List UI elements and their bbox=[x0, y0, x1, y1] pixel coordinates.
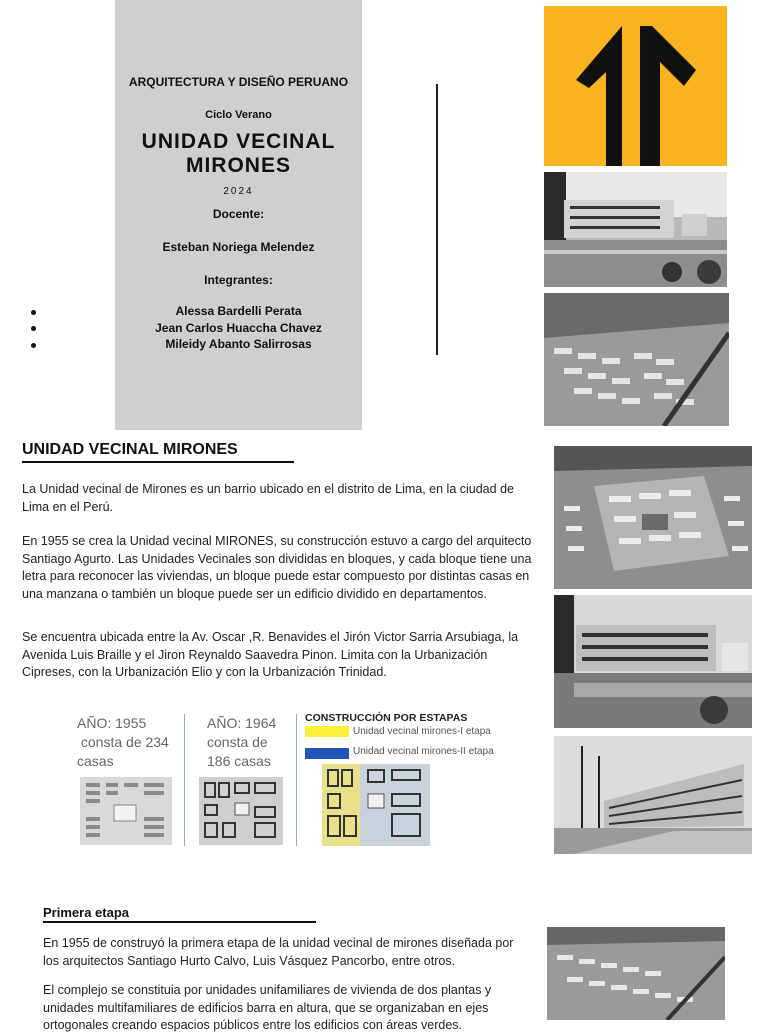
cycle-label: Ciclo Verano bbox=[205, 109, 272, 121]
stat-count: consta de 234 bbox=[77, 734, 169, 750]
photo-aerial-3 bbox=[547, 927, 725, 1020]
cover-panel bbox=[115, 0, 362, 430]
stat-unit: 186 casas bbox=[207, 753, 271, 769]
logo bbox=[544, 6, 727, 166]
stat-1955 bbox=[77, 714, 169, 771]
legend-label: Unidad vecinal mirones-II etapa bbox=[353, 746, 494, 757]
legend-swatch-etapa-1 bbox=[305, 726, 349, 737]
legend-label: Unidad vecinal mirones-I etapa bbox=[353, 726, 491, 737]
stat-unit: casas bbox=[77, 753, 114, 769]
member-item: Mileidy Abanto Salirrosas bbox=[165, 337, 312, 351]
section-title: UNIDAD VECINAL MIRONES bbox=[22, 441, 238, 458]
stat-count: consta de bbox=[207, 734, 268, 750]
paragraph: En 1955 se crea la Unidad vecinal MIRONES, su construcción estuvo a cargo del arquitecto Santiago Agurto. Las Unidades Vecinales son divididas en bloques, y cada bloque tiene una letra para reconocer las viviendas, un bloque puede estar compuesto por distintas casas en una manzana o también un bloque puede ser un edificio dividido en departamentos. bbox=[22, 534, 532, 601]
legend-swatch-etapa-2 bbox=[305, 748, 349, 759]
bullet-marker bbox=[31, 343, 36, 348]
double-arrow-up-icon bbox=[544, 6, 727, 166]
cover-title-line2: MIRONES bbox=[185, 154, 291, 177]
title-underline bbox=[22, 461, 294, 463]
etapas-title: CONSTRUCCIÓN POR ESTAPAS bbox=[305, 712, 468, 724]
paragraph: Se encuentra ubicada entre la Av. Oscar ,R. Benavides el Jirón Victor Sarria Arsubiaga, la Avenida Luis Braille y el Jiron Reynaldo Saavedra Pinon. Limita con la Urbanización Cipreses, con la Urbanización Elio y con la Urbanización Trinidad. bbox=[22, 630, 519, 679]
paragraph: La Unidad vecinal de Mirones es un barrio ubicado en el distrito de Lima, en la ciudad de Lima en el Perú. bbox=[22, 482, 514, 514]
teacher-name: Esteban Noriega Melendez bbox=[162, 240, 315, 254]
plan-1955 bbox=[80, 777, 172, 845]
bullet-marker bbox=[31, 326, 36, 331]
stat-year: AÑO: 1964 bbox=[207, 715, 277, 731]
plan-etapas bbox=[322, 764, 430, 846]
photo-aerial-1 bbox=[544, 293, 729, 426]
photo-buildings-3 bbox=[554, 736, 752, 854]
members-label: Integrantes: bbox=[204, 273, 273, 287]
cover-title bbox=[115, 130, 362, 178]
paragraph: En 1955 de construyó la primera etapa de la unidad vecinal de mirones diseñada por los arquitectos Santiago Hurto Calvo, Luis Vásquez Pancorbo, entre otros. bbox=[43, 936, 514, 968]
vertical-divider bbox=[436, 84, 438, 355]
stats-divider bbox=[296, 714, 297, 846]
stat-1964 bbox=[207, 714, 276, 771]
cover-title-line1: UNIDAD VECINAL bbox=[141, 130, 336, 153]
member-item: Alessa Bardelli Perata bbox=[175, 304, 302, 318]
photo-aerial-2 bbox=[554, 446, 752, 589]
plan-1964 bbox=[199, 777, 283, 845]
photo-buildings-street bbox=[544, 172, 727, 287]
teacher-label: Docente: bbox=[212, 207, 265, 221]
cover-year: 2024 bbox=[223, 186, 254, 197]
stats-divider bbox=[184, 714, 185, 846]
school-name: ARQUITECTURA Y DISEÑO PERUANO bbox=[128, 75, 349, 89]
bullet-marker bbox=[31, 310, 36, 315]
stat-year: AÑO: 1955 bbox=[77, 715, 147, 731]
paragraph: El complejo se constituia por unidades unifamiliares de vivienda de dos plantas y unidades multifamiliares de edificios barra en altura, que se organizaban en ejes ortogonales creando espacios públicos entre los edificios con áreas verdes. bbox=[43, 983, 492, 1032]
title-underline bbox=[43, 921, 316, 923]
subsection-title: Primera etapa bbox=[43, 905, 129, 920]
member-item: Jean Carlos Huaccha Chavez bbox=[155, 321, 322, 335]
photo-buildings-2 bbox=[554, 595, 752, 728]
